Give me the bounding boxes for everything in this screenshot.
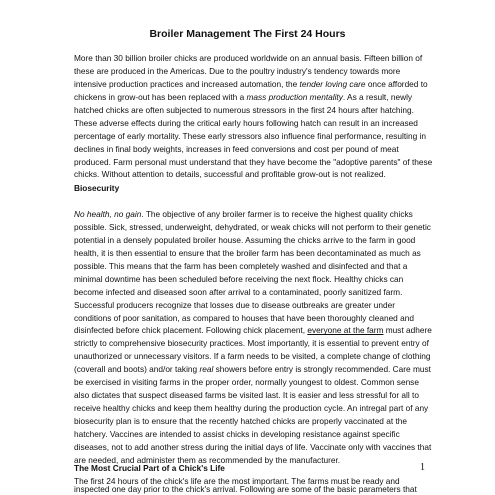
text-line — [74, 143, 434, 156]
text-run: hatched chicks are often subjected to numerous stressors in the first 24 hours after hatching. — [74, 104, 414, 115]
text-line — [74, 286, 434, 299]
text-line — [74, 483, 434, 494]
italic-text: real — [199, 364, 214, 375]
crucial-heading: The Most Crucial Part of a Chick's Life — [74, 463, 225, 473]
text-run: diseases, not to add another stress during the initial days of life. Vaccinate only with vaccines that — [74, 441, 432, 452]
text-run: . As a result, newly — [342, 91, 413, 102]
text-run: percentage of early mortality. These early stressors also influence final performance, resulting in — [74, 130, 427, 141]
text-run: possible. Sick, stressed, underweight, dehydrated, or weak chicks will not perform to their genetic — [74, 221, 431, 232]
text-line — [74, 168, 434, 181]
text-run: inspected one day prior to the chick's arrival. Following are some of the basic parameters that — [74, 483, 417, 494]
text-run: More than 30 billion broiler chicks are produced worldwide on an annual basis. Fifteen billion of — [74, 53, 423, 63]
text-line — [74, 247, 434, 260]
text-run: are needed, and administer them as recommended by the manufacturer. — [74, 454, 341, 465]
intro-paragraph — [74, 52, 434, 181]
text-line — [74, 91, 434, 104]
text-line — [74, 415, 434, 428]
text-run: conditions of poor sanitation, as compared to houses that have been thoroughly cleaned and — [74, 312, 414, 323]
text-run: Successful producers recognize that losses due to disease outbreaks are greater under — [74, 299, 395, 310]
text-line — [74, 260, 434, 273]
document-title: Broiler Management The First 24 Hours — [149, 28, 346, 40]
text-run: The first 24 hours of the chick's life are the most important. The farms must be ready and — [74, 476, 400, 486]
text-line — [74, 104, 434, 117]
text-line — [74, 52, 434, 65]
text-run: once afforded to — [365, 78, 428, 89]
text-run: strictly to comprehensive biosecurity practices. Most importantly, it is essential to prevent entry of — [74, 338, 429, 349]
text-line — [74, 441, 434, 454]
text-line — [74, 156, 434, 169]
text-line — [74, 350, 434, 363]
text-run: biosecurity plan is to ensure that the recently hatched chicks are properly vaccinated at the — [74, 416, 407, 426]
underlined-text: everyone at the farm — [307, 325, 384, 336]
text-run: also dictates that suspect diseased farms be visited last. It is easier and less stressful for all to — [74, 390, 419, 401]
text-line — [74, 312, 434, 325]
text-run: must adhere — [383, 325, 432, 336]
text-run: possible. This means that the farm has been completely washed and disinfected and that a — [74, 260, 408, 271]
text-line — [74, 389, 434, 402]
text-run: chickens in grow-out has been replaced with a — [74, 91, 247, 102]
text-run: receive healthy chicks and keep them healthy during the production cycle. An intregal part of any — [74, 403, 429, 414]
text-line — [74, 130, 434, 143]
text-line — [74, 273, 434, 286]
text-line — [74, 234, 434, 247]
text-run: chicks. Without attention to details, successful and profitable grow-out is not realized. — [74, 169, 386, 180]
text-line — [74, 221, 434, 234]
biosecurity-heading: Biosecurity — [74, 183, 120, 193]
text-line — [74, 337, 434, 350]
biosecurity-paragraph — [74, 208, 434, 467]
text-run: intensive production practices and increased automation, the — [74, 78, 300, 89]
text-line — [74, 299, 434, 312]
text-line — [74, 117, 434, 130]
text-run: showers before entry is strongly recommended. Care must — [213, 364, 431, 375]
text-run: produced. Farm personal must understand that they have become the "adoptive parents" of these — [74, 156, 433, 167]
text-line — [74, 402, 434, 415]
text-run: potential in a densely populated broiler house. Assuming the chicks arrive to the farm in good — [74, 234, 416, 245]
text-line — [74, 324, 434, 337]
text-run: health, it is then essential to ensure that the broiler farm has been decontaminated as much as — [74, 247, 421, 258]
text-run: become infected and diseased soon after arrival to a contaminated, poorly sanitized farm. — [74, 286, 403, 297]
text-line — [74, 363, 434, 376]
italic-text: No health, no gain — [74, 209, 142, 219]
text-run: (coverall and boots) and/or taking — [74, 364, 200, 375]
text-run: . The objective of any broiler farmer is to receive the highest quality chicks — [141, 209, 413, 219]
italic-text: tender loving care — [299, 78, 366, 89]
text-run: disinfected before chick placement. Following chick placement, — [74, 325, 308, 336]
page-number: 1 — [420, 462, 425, 473]
text-run: hatchery. Vaccines are intended to assist chicks in developing resistance against specific — [74, 428, 400, 439]
text-line — [74, 428, 434, 441]
text-line — [74, 78, 434, 91]
text-run: unauthorized or unnecessary visitors. If a farm needs to be visited, a complete change of clothing — [74, 351, 431, 362]
text-run: declines in final body weights, increases in feed conversions and cost per pound of meat — [74, 143, 399, 154]
italic-text: mass production mentality — [246, 91, 343, 102]
text-run: These adverse effects during the critical early hours following hatch can result in an increased — [74, 117, 418, 128]
text-run: be exercised in visiting farms in the proper order, normally youngest to oldest. Common sense — [74, 377, 419, 388]
text-line — [74, 65, 434, 78]
text-line — [74, 376, 434, 389]
crucial-paragraph — [74, 478, 434, 493]
text-run: these are produced in the Americas. Due to the poultry industry's tendency towards more — [74, 65, 401, 76]
text-run: minimal downtime has been scheduled before receiving the next flock. Healthy chicks can — [74, 273, 404, 284]
text-line — [74, 208, 434, 221]
